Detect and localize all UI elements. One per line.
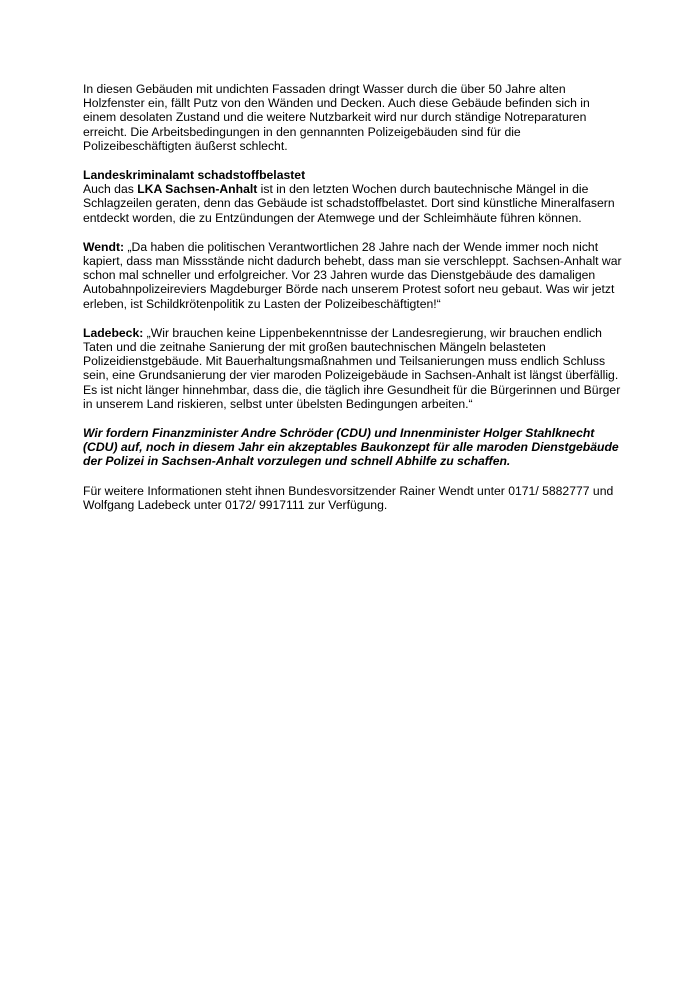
paragraph-wendt-quote [83, 240, 623, 311]
paragraph-ladebeck-quote [83, 326, 623, 411]
speaker-ladebeck: Ladebeck: [83, 325, 144, 340]
section-heading: Landeskriminalamt schadstoffbelastet [83, 168, 306, 183]
document-page [83, 82, 623, 527]
lka-intro-text: Auch das [83, 182, 138, 197]
paragraph-lka [83, 168, 623, 225]
lka-body-text: ist in den letzten Wochen durch bautechnische Mängel in die Schlagzeilen geraten, denn das Gebäude ist schadstoffbelastet. Dort sind künstliche Mineralfasern entdeckt worden, die zu Entzündungen der Atemwege und der Schleimhäute führen können. [83, 182, 615, 225]
paragraph-demand: Wir fordern Finanzminister Andre Schröder (CDU) und Innenminister Holger Stahlknecht (CDU) auf, noch in diesem Jahr ein akzeptables Baukonzept für alle maroden Dienstgebäude der Polizei in Sachsen-Anhalt vorzulegen und schnell Abhilfe zu schaffen. [83, 426, 619, 469]
paragraph-contact-info: Für weitere Informationen steht ihnen Bundesvorsitzender Rainer Wendt unter 0171/ 5882777 und Wolfgang Ladebeck unter 0172/ 9917111 zur Verfügung. [83, 483, 614, 512]
quote-ladebeck: „Wir brauchen keine Lippenbekenntnisse der Landesregierung, wir brauchen endlich Taten und die zeitnahe Sanierung der mit großen bautechnischen Mängeln belasteten Polizeidienstgebäude. Mit Bauerhaltungsmaßnahmen und Teilsanierungen muss endlich Schluss sein, eine Grundsanierung der vier maroden Polizeigebäude in Sachsen-Anhalt ist längst überfällig. Es ist nicht länger hinnehmbar, dass die, die täglich ihre Gesundheit für die Bürgerinnen und Bürger in unserem Land riskieren, selbst unter übelsten Bedingungen arbeiten.“ [83, 325, 621, 411]
quote-wendt: „Da haben die politischen Verantwortlichen 28 Jahre nach der Wende immer noch nicht kapiert, dass man Missstände nicht dadurch behebt, dass man sie verschleppt. Sachsen-Anhalt war schon mal schneller und erfolgreicher. Vor 23 Jahren wurde das Dienstgebäude des damaligen Autobahnpolizeireviers Magdeburger Börde nach unserem Protest sofort neu gebaut. Was wir jetzt erleben, ist Schildkrötenpolitik zu Lasten der Polizeibeschäftigten!“ [83, 239, 622, 311]
paragraph-building-conditions: In diesen Gebäuden mit undichten Fassaden dringt Wasser durch die über 50 Jahre alten Holzfenster ein, fällt Putz von den Wänden und Decken. Auch diese Gebäude befinden sich in einem desolaten Zustand und die weitere Nutzbarkeit wird nur durch ständige Notreparaturen erreicht. Die Arbeitsbedingungen in den gennannten Polizeigebäuden sind für die Polizeibeschäftigten äußerst schlecht. [83, 82, 590, 153]
speaker-wendt: Wendt: [83, 239, 125, 254]
lka-name: LKA Sachsen-Anhalt [137, 182, 258, 197]
